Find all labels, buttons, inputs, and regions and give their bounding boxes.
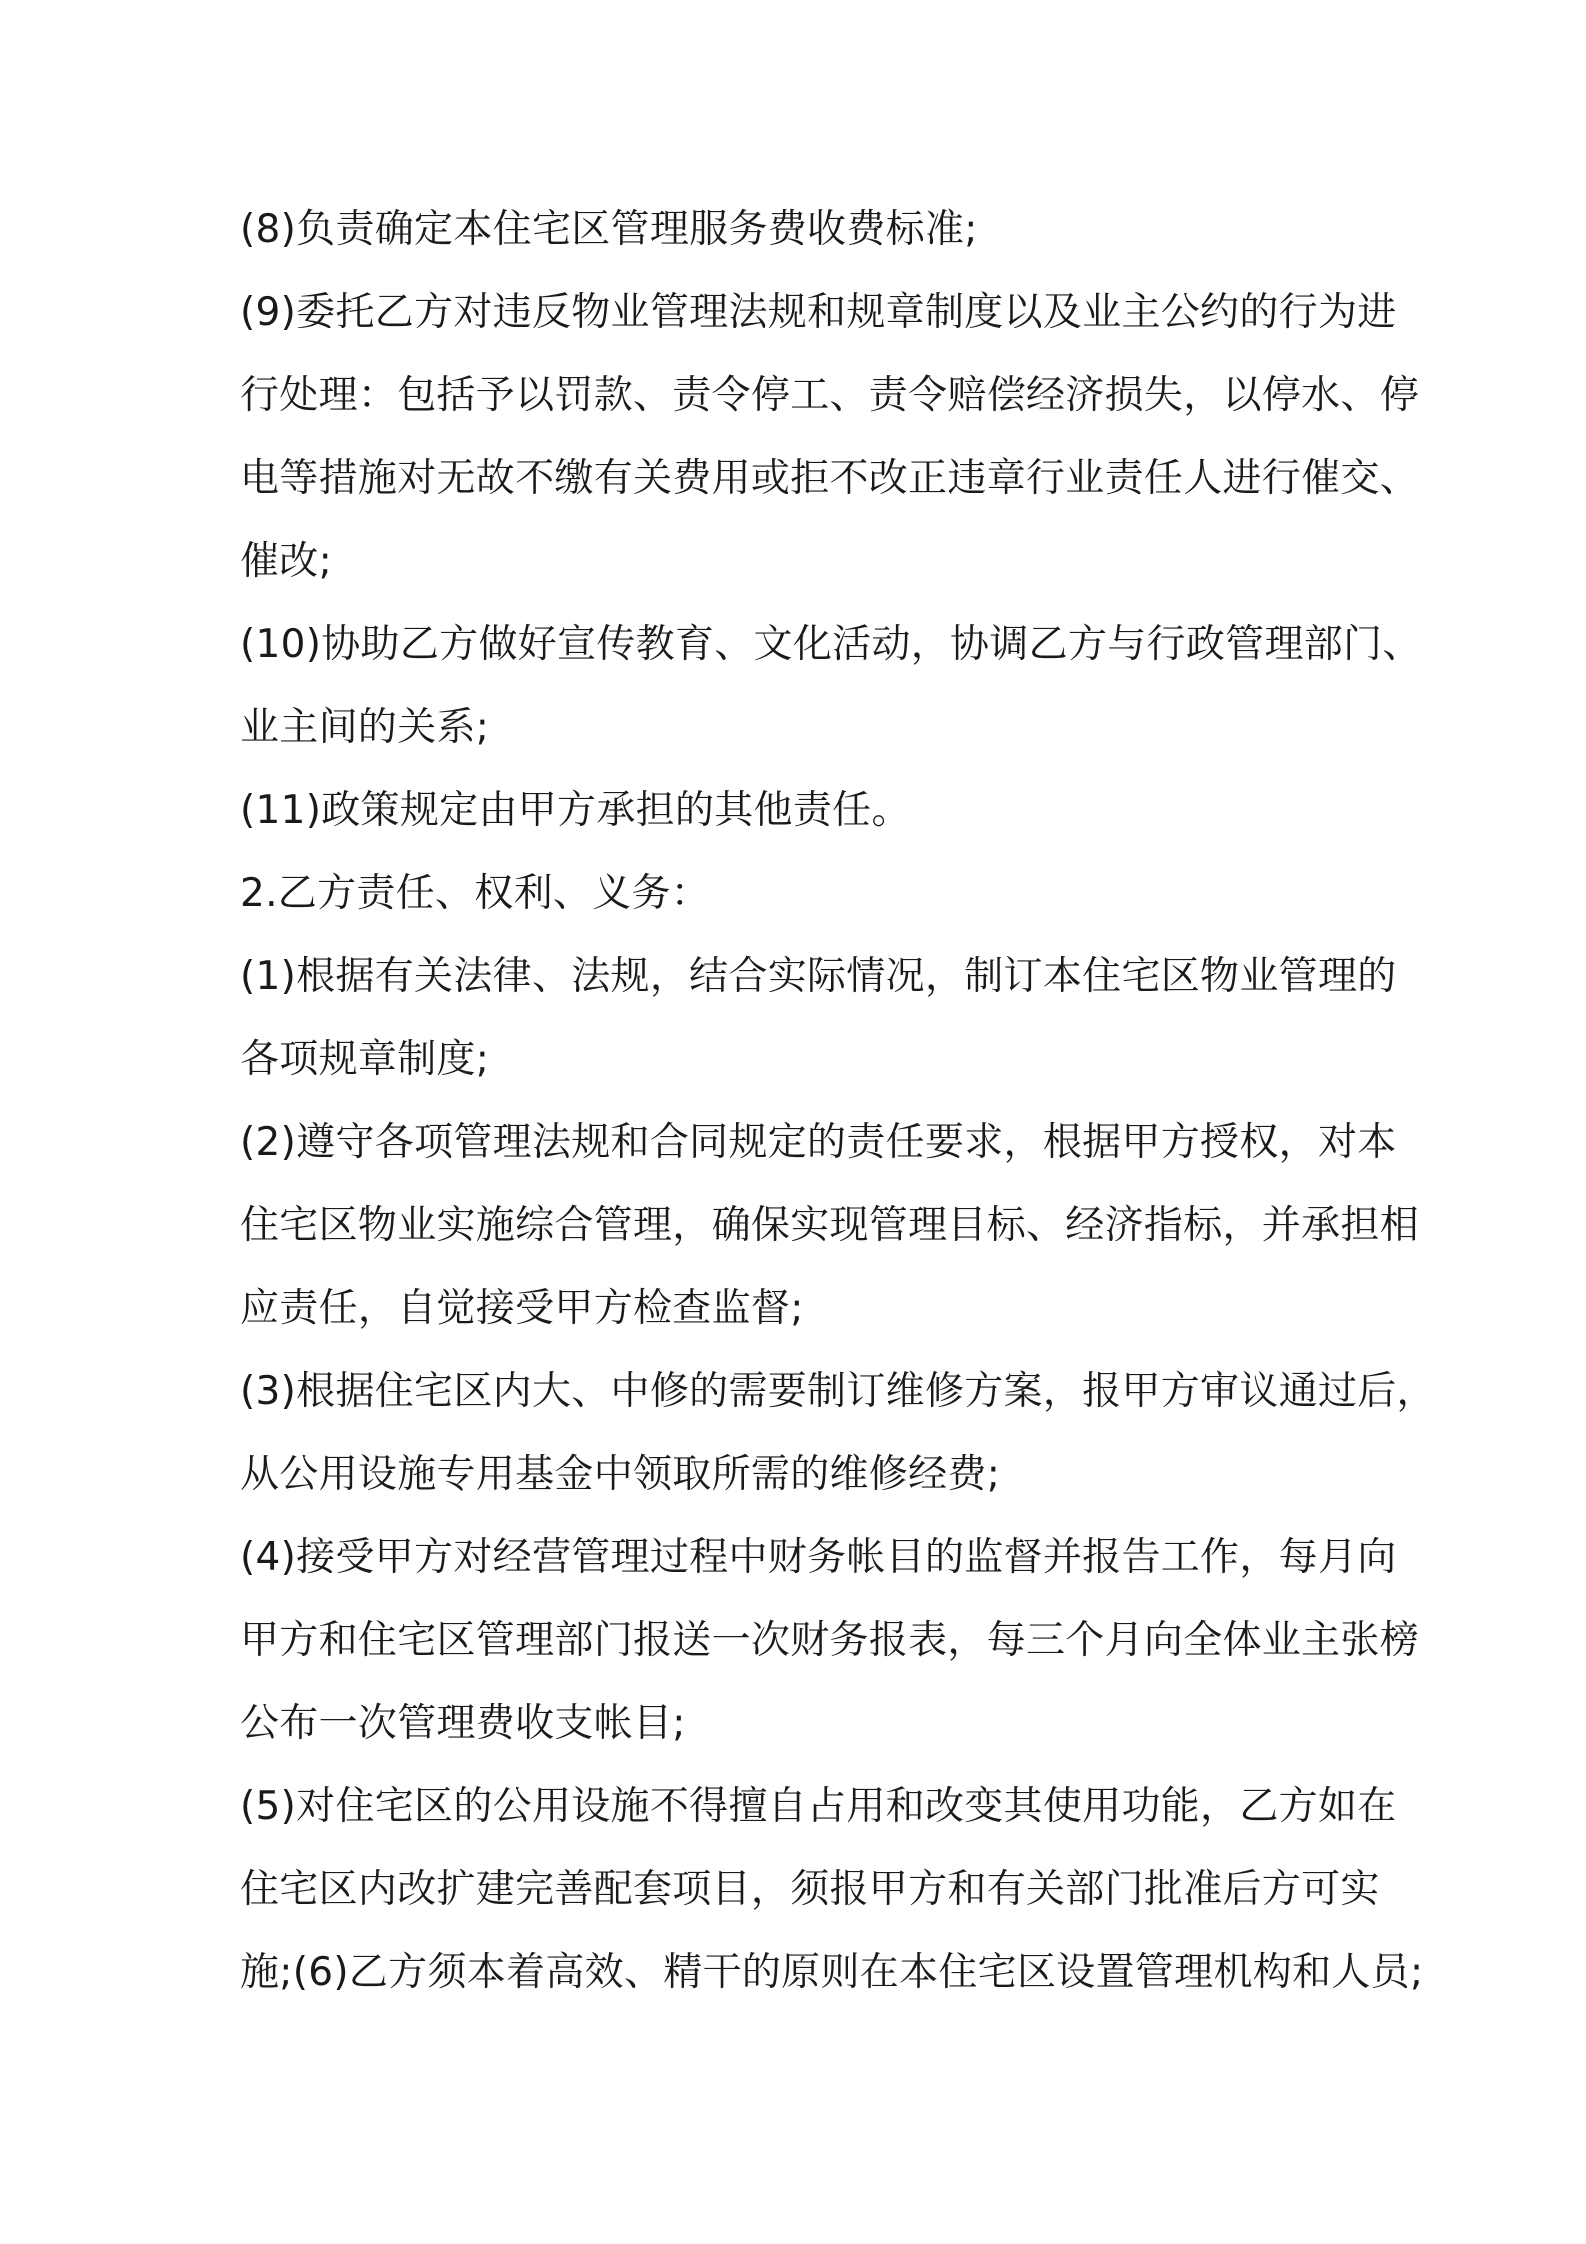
text-line: (8)负责确定本住宅区管理服务费收费标准; bbox=[240, 207, 978, 252]
section-heading: 2.乙方责任、权利、义务： bbox=[240, 871, 711, 916]
text-line: 公布一次管理费收支帐目; bbox=[240, 1701, 686, 1746]
text-line: 业主间的关系; bbox=[240, 705, 490, 750]
text-line: (5)对住宅区的公用设施不得擅自占用和改变其使用功能，乙方如在 bbox=[240, 1784, 1397, 1829]
text-line: 电等措施对无故不缴有关费用或拒不改正违章行业责任人进行催交、 bbox=[240, 456, 1420, 501]
text-line: 应责任，自觉接受甲方检查监督; bbox=[240, 1286, 804, 1331]
text-line: (1)根据有关法律、法规，结合实际情况，制订本住宅区物业管理的 bbox=[240, 954, 1397, 999]
text-line: (4)接受甲方对经营管理过程中财务帐目的监督并报告工作，每月向 bbox=[240, 1535, 1397, 1580]
text-line: 住宅区物业实施综合管理，确保实现管理目标、经济指标，并承担相 bbox=[240, 1203, 1420, 1248]
text-line: 从公用设施专用基金中领取所需的维修经费; bbox=[240, 1452, 1001, 1497]
text-line: 催改; bbox=[240, 539, 333, 584]
text-line: 行处理：包括予以罚款、责令停工、责令赔偿经济损失，以停水、停 bbox=[240, 373, 1420, 418]
text-line: 住宅区内改扩建完善配套项目，须报甲方和有关部门批准后方可实 bbox=[240, 1867, 1380, 1912]
text-line: (9)委托乙方对违反物业管理法规和规章制度以及业主公约的行为进 bbox=[240, 290, 1397, 335]
text-line: 甲方和住宅区管理部门报送一次财务报表，每三个月向全体业主张榜 bbox=[240, 1618, 1420, 1663]
text-line: 各项规章制度; bbox=[240, 1037, 490, 1082]
text-line: 施;(6)乙方须本着高效、精干的原则在本住宅区设置管理机构和人员; bbox=[240, 1950, 1424, 1995]
text-line: (11)政策规定由甲方承担的其他责任。 bbox=[240, 788, 911, 833]
document-body bbox=[240, 188, 1436, 2014]
text-line: (3)根据住宅区内大、中修的需要制订维修方案，报甲方审议通过后， bbox=[240, 1369, 1436, 1414]
text-line: (2)遵守各项管理法规和合同规定的责任要求，根据甲方授权，对本 bbox=[240, 1120, 1397, 1165]
text-line: (10)协助乙方做好宣传教育、文化活动，协调乙方与行政管理部门、 bbox=[240, 622, 1422, 667]
